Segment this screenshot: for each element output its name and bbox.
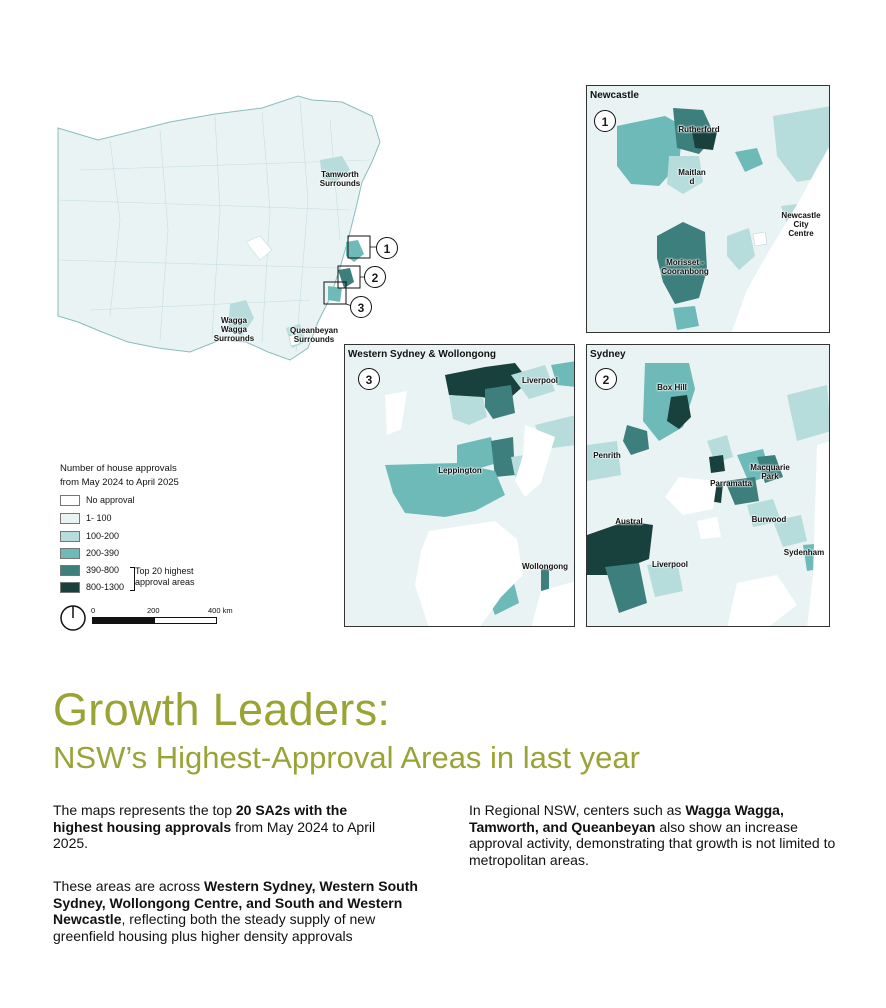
label-queanbeyan-surrounds: Queanbeyan Surrounds xyxy=(289,326,338,344)
newcastle-panel-title: Newcastle xyxy=(590,90,639,101)
label-sydenham: Sydenham xyxy=(783,548,825,557)
label-burwood: Burwood xyxy=(751,515,787,524)
label-rutherford: Rutherford xyxy=(678,125,720,134)
legend-swatch xyxy=(60,495,80,506)
label-liverpool-west: Liverpool xyxy=(521,376,558,385)
scale-bar xyxy=(92,617,218,625)
scale-label-400: 400 km xyxy=(208,606,233,615)
legend-item-no-approval xyxy=(60,494,135,506)
page-subtitle: NSW’s Highest-Approval Areas in last year xyxy=(53,740,640,775)
body-left-paragraph-2 xyxy=(53,878,421,944)
legend-item-390-800 xyxy=(60,564,119,576)
newcastle-map-shapes xyxy=(587,86,830,333)
sydney-panel-title: Sydney xyxy=(590,349,626,360)
legend-label: No approval xyxy=(86,495,135,505)
label-morisset-cooranbong: Morisset - Cooranbong xyxy=(661,258,709,276)
label-newcastle-city-centre: Newcastle City Centre xyxy=(781,211,821,238)
legend-label: 200-390 xyxy=(86,548,120,558)
sydney-inset-map xyxy=(586,344,830,627)
north-arrow-icon xyxy=(59,604,87,632)
text-segment: Western Sydney, Western South Sydney, Wollongong Centre, and South and Western Newcastle xyxy=(53,878,418,927)
top20-note: Top 20 highest approval areas xyxy=(135,566,195,587)
text-segment: , reflecting both the steady supply of new greenfield housing plus higher density approvals xyxy=(53,911,376,944)
label-leppington: Leppington xyxy=(438,466,482,475)
western-sydney-panel-number: 3 xyxy=(358,368,380,390)
map-marker-1: 1 xyxy=(376,237,398,259)
label-box-hill: Box Hill xyxy=(657,383,687,392)
legend-swatch xyxy=(60,565,80,576)
western-sydney-map-shapes xyxy=(345,345,575,627)
newcastle-inset-map xyxy=(586,85,830,333)
label-wollongong: Wollongong xyxy=(521,562,569,571)
legend-swatch xyxy=(60,513,80,524)
label-tamworth-surrounds: Tamworth Surrounds xyxy=(319,170,361,188)
label-parramatta: Parramatta xyxy=(710,479,752,488)
legend-item-1-100 xyxy=(60,512,112,524)
text-segment: Wagga Wagga, Tamworth, and Queanbeyan xyxy=(469,802,784,835)
legend-label: 800-1300 xyxy=(86,582,125,592)
western-sydney-panel-title: Western Sydney & Wollongong xyxy=(348,349,496,360)
legend-item-100-200 xyxy=(60,530,119,542)
text-segment: In Regional NSW, centers such as xyxy=(469,802,686,818)
label-maitland: Maitlan d xyxy=(678,168,706,186)
legend-swatch xyxy=(60,531,80,542)
text-segment: 20 SA2s with the highest housing approvals xyxy=(53,802,348,835)
label-liverpool-sydney: Liverpool xyxy=(651,560,688,569)
legend-label: 1- 100 xyxy=(86,513,112,523)
map-marker-2: 2 xyxy=(364,266,386,288)
legend-swatch xyxy=(60,548,80,559)
newcastle-panel-number: 1 xyxy=(594,110,616,132)
scale-label-0: 0 xyxy=(91,606,96,615)
legend-label: 390-800 xyxy=(86,565,120,575)
scale-label-200: 200 xyxy=(147,606,160,615)
body-right-paragraph-1 xyxy=(469,802,839,868)
label-austral: Austral xyxy=(615,517,643,526)
legend-swatch xyxy=(60,582,80,593)
western-sydney-wollongong-inset-map xyxy=(344,344,575,627)
legend-label: 100-200 xyxy=(86,531,120,541)
legend-item-800-1300 xyxy=(60,581,124,593)
text-segment: These areas are across xyxy=(53,878,204,894)
sydney-panel-number: 2 xyxy=(595,368,617,390)
page-title: Growth Leaders: xyxy=(53,684,391,735)
text-segment: from May 2024 to April 2025. xyxy=(53,818,376,851)
label-penrith: Penrith xyxy=(593,451,621,460)
body-left-paragraph-1 xyxy=(53,802,398,852)
label-wagga-wagga-surrounds: Wagga Wagga Surrounds xyxy=(213,316,255,343)
text-segment: also show an increase approval activity, demonstrating that growth is not limited to metropolitan areas. xyxy=(469,818,836,868)
legend-title: Number of house approvals from May 2024 to April 2025 xyxy=(60,463,179,488)
legend-item-200-390 xyxy=(60,547,119,559)
map-marker-3: 3 xyxy=(350,296,372,318)
label-macquarie-park: Macquarie Park xyxy=(750,463,790,481)
text-segment: The maps represents the top xyxy=(53,802,236,818)
